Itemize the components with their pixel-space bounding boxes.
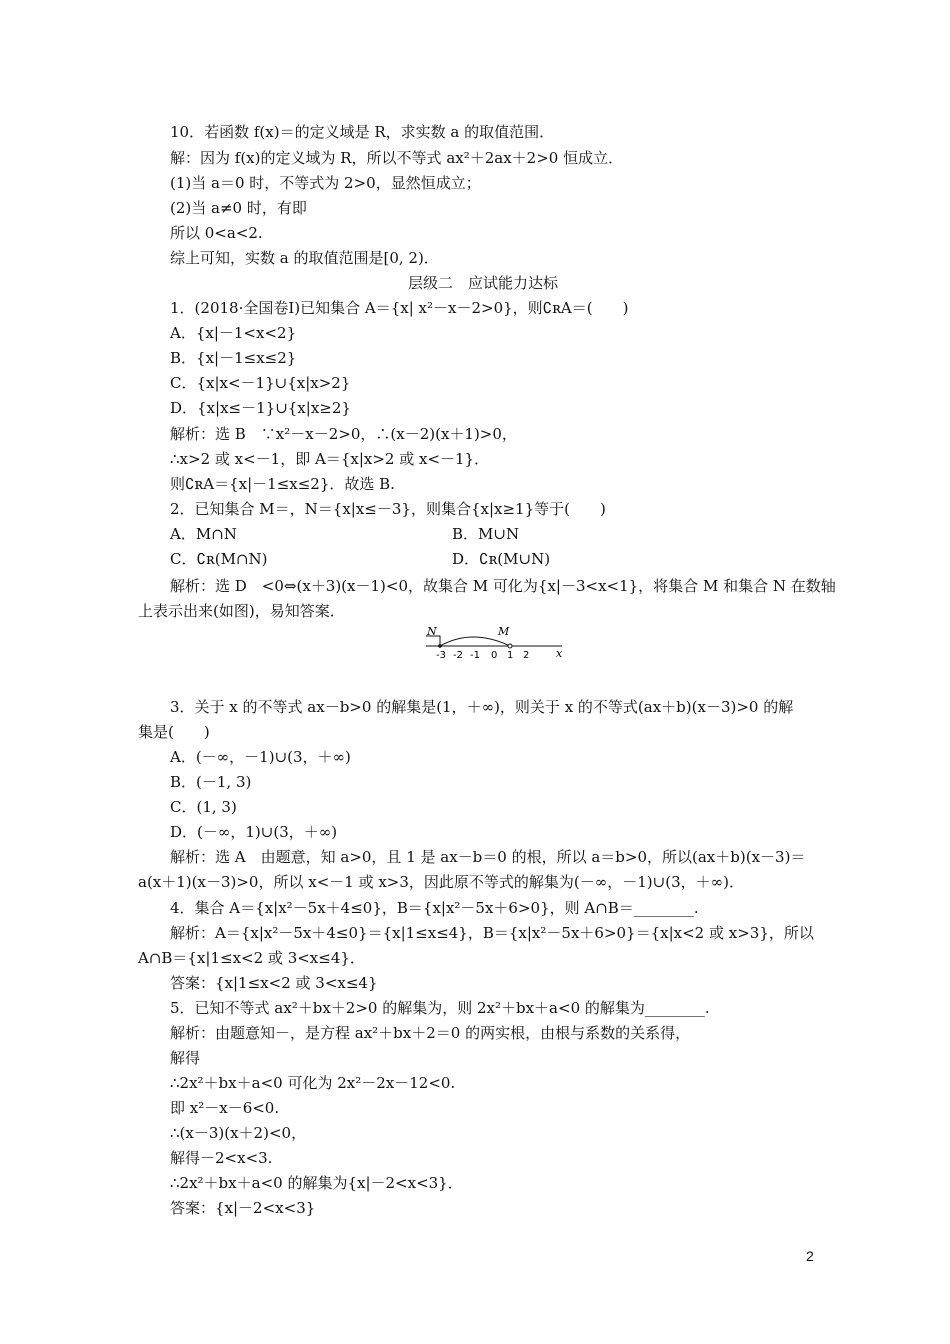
question-2-stem: 2．已知集合 M＝，N＝{x|x≤－3}，则集合{x|x≥1}等于( ): [170, 500, 606, 518]
question-1-stem: 1．(2018·全国卷Ⅰ)已知集合 A＝{x| x²－x－2>0}，则∁ʀA＝( ): [170, 299, 629, 317]
option-a: A．M∩N: [170, 525, 237, 543]
solution-line: 解：因为 f(x)的定义域为 R，所以不等式 ax²＋2ax＋2>0 恒成立．: [170, 149, 624, 167]
analysis-line: ∴2x²＋bx＋a<0 的解集为{x|－2<x<3}．: [170, 1174, 463, 1192]
tick-label: -1: [470, 650, 480, 660]
question-3-stem-cont: 集是( ): [138, 723, 210, 741]
analysis-line: 解析：A＝{x|x²－5x＋4≤0}＝{x|1≤x≤4}，B＝{x|x²－5x＋6>0}＝{x|x<2 或 x>3}，所以: [170, 924, 814, 942]
question-5-stem: 5．已知不等式 ax²＋bx＋2>0 的解集为，则 2x²＋bx＋a<0 的解集为________.: [170, 999, 710, 1017]
analysis-line: A∩B＝{x|1≤x<2 或 3<x≤4}．: [138, 949, 365, 967]
tick-label: -3: [436, 650, 446, 660]
section-heading: 层级二 应试能力达标: [408, 274, 559, 292]
option-d: D．(－∞，1)∪(3，＋∞): [170, 823, 338, 841]
tick-label: -2: [453, 650, 463, 660]
option-a: A．(－∞，－1)∪(3，＋∞): [170, 748, 351, 766]
option-d: D．∁ʀ(M∪N): [452, 550, 551, 568]
set-m-arc: [440, 637, 510, 646]
analysis-line: 则∁ʀA＝{x|－1≤x≤2}．故选 B.: [170, 475, 395, 493]
tick-label: 2: [523, 650, 530, 660]
option-c: C．(1, 3): [170, 798, 237, 816]
analysis-line: 解得: [170, 1049, 201, 1067]
analysis-line: ∴2x²＋bx＋a<0 可化为 2x²－2x－12<0.: [170, 1074, 456, 1092]
analysis-line: a(x＋1)(x－3)>0，所以 x<－1 或 x>3，因此原不等式的解集为(－∞，－1)∪(3，＋∞)．: [138, 873, 744, 891]
option-c: C．∁ʀ(M∩N): [170, 550, 268, 568]
option-a: A．{x|－1<x<2}: [170, 324, 297, 342]
analysis-line: 解析：选 D <0⇔(x＋3)(x－1)<0，故集合 M 可化为{x|－3<x<1}，将集合 M 和集合 N 在数轴: [170, 577, 836, 595]
question-3-stem: 3．关于 x 的不等式 ax－b>0 的解集是(1，＋∞)，则关于 x 的不等式(ax＋b)(x－3)>0 的解: [170, 698, 794, 716]
option-c: C．{x|x<－1}∪{x|x>2}: [170, 374, 351, 392]
analysis-line: ∴(x－3)(x＋2)<0，: [170, 1124, 307, 1142]
solution-line: 综上可知，实数 a 的取值范围是[0, 2)．: [170, 249, 439, 267]
analysis-line: 解得－2<x<3.: [170, 1149, 273, 1167]
option-d: D．{x|x≤－1}∪{x|x≥2}: [170, 399, 351, 417]
problem-10-statement: 10．若函数 f(x)＝的定义域是 R，求实数 a 的取值范围．: [170, 123, 555, 141]
answer-line: 答案：{x|1≤x<2 或 3<x≤4}: [170, 974, 378, 992]
analysis-line: 解析：选 A 由题意，知 a>0，且 1 是 ax－b＝0 的根，所以 a＝b>0，所以(ax＋b)(x－3)＝: [170, 848, 806, 866]
analysis-line: 解析：由题意知－，是方程 ax²＋bx＋2＝0 的两实根，由根与系数的关系得，: [170, 1024, 691, 1042]
solution-line: 所以 0<a<2.: [170, 224, 263, 242]
analysis-line: 解析：选 B ∵x²－x－2>0，∴(x－2)(x＋1)>0，: [170, 425, 517, 443]
option-b: B．(－1, 3): [170, 773, 252, 791]
solution-line: (2)当 a≠0 时，有即: [170, 199, 307, 217]
analysis-line: ∴x>2 或 x<－1，即 A＝{x|x>2 或 x<－1}．: [170, 450, 490, 468]
answer-line: 答案：{x|－2<x<3}: [170, 1199, 316, 1217]
analysis-line: 即 x²－x－6<0.: [170, 1099, 280, 1117]
label-x: x: [556, 647, 563, 660]
question-4-stem: 4．集合 A＝{x|x²－5x＋4≤0}，B＝{x|x²－5x＋6>0}，则 A∩B＝________.: [170, 899, 699, 917]
set-m-endpoint: [508, 644, 512, 648]
number-line-figure: [424, 624, 574, 660]
tick-label: 0: [491, 650, 498, 660]
label-n: N: [427, 625, 437, 638]
solution-line: (1)当 a＝0 时，不等式为 2>0，显然恒成立；: [170, 174, 481, 192]
option-b: B．M∪N: [452, 525, 520, 543]
tick-label: 1: [507, 650, 514, 660]
analysis-line: 上表示出来(如图)，易知答案．: [138, 602, 345, 620]
label-m: M: [498, 625, 510, 638]
page-number: 2: [806, 1248, 814, 1264]
option-b: B．{x|－1≤x≤2}: [170, 349, 297, 367]
